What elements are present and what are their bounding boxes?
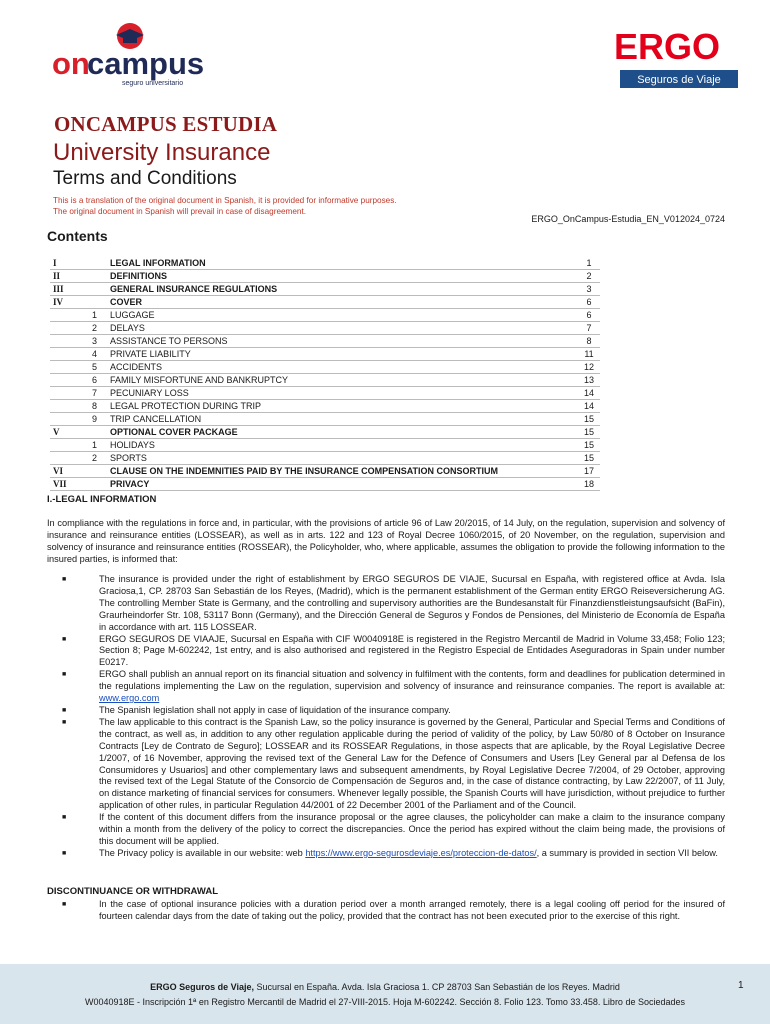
list-item <box>62 899 725 923</box>
toc-page-number: 12 <box>583 362 594 372</box>
toc-item-number: 9 <box>91 414 97 424</box>
list-item-text: If the content of this document differs from the insurance proposal or the agree clauses, the policyholder can make a claim to the insurance company within a month from the delivery of the policy to correct the discrepancies. Once the period has expired without the claim being made, the provisions of this document will be applied. <box>99 812 725 846</box>
legal-information-list <box>62 574 725 860</box>
toc-row[interactable] <box>50 413 600 426</box>
ergo-logo <box>612 26 742 90</box>
list-item-text: In the case of optional insurance policies with a duration period over a month arranged remotely, there is a legal cooling off period for the insured of fourteen calendar days from the date of taking out the policy, provided that the contract has not been executed prior to the exercise of this right. <box>99 899 725 921</box>
list-item <box>62 634 725 670</box>
list-item <box>62 705 725 717</box>
toc-label: CLAUSE ON THE INDEMNITIES PAID BY THE INSURANCE COMPENSATION CONSORTIUM <box>110 466 499 476</box>
toc-row[interactable] <box>50 439 600 452</box>
toc-page-number: 15 <box>583 414 594 424</box>
toc-item-number: 7 <box>91 388 97 398</box>
oncampus-brand-on: on <box>52 46 90 81</box>
toc-roman-numeral: IV <box>53 297 64 307</box>
toc-label: DEFINITIONS <box>110 271 168 281</box>
toc-page-number: 15 <box>583 440 594 450</box>
toc-label: OPTIONAL COVER PACKAGE <box>110 427 238 437</box>
toc-page-number: 15 <box>583 427 594 437</box>
toc-item-number: 1 <box>91 440 97 450</box>
discontinuance-list <box>62 899 725 923</box>
footer <box>0 964 770 1024</box>
table-of-contents <box>50 257 600 491</box>
product-title: University Insurance <box>53 139 271 166</box>
toc-roman-numeral: V <box>53 427 60 437</box>
toc-label: PECUNIARY LOSS <box>110 388 189 398</box>
toc-page-number: 3 <box>586 284 592 294</box>
document-reference: ERGO_OnCampus-Estudia_EN_V012024_0724 <box>531 214 725 224</box>
toc-page-number: 7 <box>586 323 592 333</box>
bullet-icon: ■ <box>62 706 67 714</box>
toc-item-number: 8 <box>91 401 97 411</box>
list-item-text: The law applicable to this contract is the Spanish Law, so the policy insurance is governed by the General, Particular and Special Terms and Conditions of the contract, as well as, in addition to any other regulation applicable during the period of validity of the policy, by Law 50/80 of 8 October on Insurance Contracts [Ley de Contrato de Seguro]; LOSSEAR and its ROSSEAR Regulations, in those aspects that are aplicable, by the Royal Legislative Decree 1/2007, of 16 November, approving the revised text of the General Law for the Defence of Consumers and Users [Ley General par al Defensa de los Consumidores y Usuarios] and other complementary laws and subsequent amendments, by Royal Legislative Decree 7/2004, of 29 October, approving the revised text of the Legal Statute of the Consorcio de Compensación de Seguros and, in the case of distance contracting, by Law 22/2007, of 11 July, on distance marketing of financial services for consumers. Whenever legally possible, the Spanish Courts will have jurisdiction, without prejudice to further application of other rules, in particular Regulation 44/2001 of 22 December 2001 of the Parliament and of the Council. <box>99 716 725 811</box>
ergo-tagline: Seguros de Viaje <box>637 74 721 86</box>
translation-note <box>53 196 397 217</box>
bullet-icon: ■ <box>62 901 67 908</box>
toc-row[interactable] <box>50 257 600 270</box>
list-item-text: The Spanish legislation shall not apply in case of liquidation of the insurance company. <box>99 704 451 715</box>
toc-label: LUGGAGE <box>110 310 155 320</box>
toc-label: HOLIDAYS <box>110 440 155 450</box>
ergo-brand: ERGO <box>614 26 721 67</box>
discontinuance-title: DISCONTINUANCE OR WITHDRAWAL <box>47 886 218 897</box>
toc-item-number: 2 <box>91 453 97 463</box>
privacy-policy-link[interactable]: https://www.ergo-segurosdeviaje.es/proteccion-de-datos/ <box>305 847 537 858</box>
list-item-text: The Privacy policy is available in our website: web <box>99 847 306 858</box>
footer-address <box>0 982 770 992</box>
list-item <box>62 812 725 848</box>
contents-title: Contents <box>47 228 108 244</box>
toc-page-number: 1 <box>586 258 592 268</box>
toc-row[interactable] <box>50 322 600 335</box>
footer-registration: W0040918E - Inscripción 1ª en Registro Mercantil de Madrid el 27-VIII-2015. Hoja M-602242. Sección 8. Folio 123. Tomo 33.458. Libro de Sociedades <box>84 997 685 1007</box>
toc-row[interactable] <box>50 400 600 413</box>
list-item-text: The insurance is provided under the right of establishment by ERGO SEGUROS DE VIAJE, Sucursal en España, with registered office at Avda. Isla Graciosa,1, CP. 28703 San Sebastián de los Reyes, (Madrid), which is the permanent establishment of the German entity ERGO Reiseversicherung AG. The controlling Member State is Germany, and the controlling and supervisory authorities are the Bundesanstalt für Finanzdienstleistungsaufsicht (BaFin), Graurheindorfer Str. 108, 53117 Bonn (Germany), and the Dirección General de Seguros y Fondos de Pensiones, del Ministerio de Economía de España in accordance with art. 115 LOSSEAR. <box>99 574 725 632</box>
list-item <box>62 574 725 634</box>
toc-label: COVER <box>110 297 143 307</box>
toc-item-number: 4 <box>91 349 97 359</box>
legal-information-intro: In compliance with the regulations in force and, in particular, with the provisions of article 96 of Law 20/2015, of 14 July, on the regulation, supervision and solvency of insurance and reinsurance entities (LOSSEAR), as well as in arts. 122 and 123 of Royal Decree 1060/2015, of 20 November, on the regulation, supervision and solvency of insurance and reinsurance entities (ROSSEAR), the Policyholder, who, where applicable, assumes the obligation to provide the following information to the insured parties, is informed that: <box>47 518 725 564</box>
toc-item-number: 6 <box>91 375 97 385</box>
toc-page-number: 15 <box>583 453 594 463</box>
toc-item-number: 2 <box>91 323 97 333</box>
toc-page-number: 8 <box>586 336 592 346</box>
toc-page-number: 14 <box>583 388 594 398</box>
toc-page-number: 11 <box>584 349 594 359</box>
toc-row[interactable] <box>50 478 600 491</box>
bullet-icon: ■ <box>62 671 67 679</box>
company-title: ONCAMPUS ESTUDIA <box>54 112 278 136</box>
legal-information-title: I.-LEGAL INFORMATION <box>47 494 157 505</box>
toc-row[interactable] <box>50 387 600 400</box>
toc-label: ACCIDENTS <box>110 362 163 372</box>
toc-roman-numeral: VII <box>53 479 67 489</box>
bullet-icon: ■ <box>62 814 67 822</box>
terms-title: Terms and Conditions <box>53 168 237 189</box>
list-item-text: ERGO shall publish an annual report on its financial situation and solvency in fulfilment with the contents, form and deadlines for publication determined in the regulations implementing the Law on the regulation, supervision and solvency of insurance and reinsurance companies. The report is available at: <box>99 669 725 692</box>
toc-roman-numeral: I <box>53 258 57 268</box>
toc-row[interactable] <box>50 309 600 322</box>
toc-item-number: 3 <box>91 336 97 346</box>
toc-page-number: 17 <box>583 466 594 476</box>
translation-note-line: This is a translation of the original document in Spanish, it is provided for informative purposes. <box>53 196 397 205</box>
toc-row[interactable] <box>50 296 600 309</box>
list-item-text: ERGO SEGUROS DE VIAAJE, Sucursal en España with CIF W0040918E is registered in the Registro Mercantil de Madrid in Volume 33,458; Folio 123; Section 8; Page M-602242, 1st entry, and is also authorised and registered in the Registro Especial de Entidades Aseguradoras in Spain under number E0217. <box>99 633 725 668</box>
toc-roman-numeral: VI <box>53 466 64 476</box>
bullet-icon: ■ <box>62 635 67 643</box>
toc-label: DELAYS <box>110 323 145 333</box>
list-item <box>62 848 725 860</box>
bullet-icon: ■ <box>62 718 67 726</box>
translation-note-line: The original document in Spanish will prevail in case of disagreement. <box>53 206 307 216</box>
toc-page-number: 6 <box>586 297 592 307</box>
toc-item-number: 1 <box>91 310 97 320</box>
list-item <box>62 717 725 812</box>
toc-label: GENERAL INSURANCE REGULATIONS <box>110 284 278 294</box>
page-number: 1 <box>738 980 744 991</box>
toc-label: ASSISTANCE TO PERSONS <box>110 336 228 346</box>
toc-row[interactable] <box>50 361 600 374</box>
toc-item-number: 5 <box>91 362 97 372</box>
toc-page-number: 2 <box>586 271 592 281</box>
bullet-icon: ■ <box>62 849 67 857</box>
toc-row[interactable] <box>50 426 600 439</box>
toc-roman-numeral: II <box>53 271 61 281</box>
oncampus-logo <box>50 18 206 90</box>
toc-page-number: 18 <box>583 479 594 489</box>
toc-page-number: 13 <box>583 375 594 385</box>
toc-row[interactable] <box>50 452 600 465</box>
toc-label: LEGAL PROTECTION DURING TRIP <box>110 401 262 411</box>
toc-row[interactable] <box>50 348 600 361</box>
oncampus-brand-campus: campus <box>87 46 205 81</box>
oncampus-tagline: seguro universitario <box>122 80 184 87</box>
toc-row[interactable] <box>50 270 600 283</box>
toc-row[interactable] <box>50 465 600 478</box>
toc-roman-numeral: III <box>53 284 64 294</box>
toc-label: TRIP CANCELLATION <box>110 414 202 424</box>
toc-row[interactable] <box>50 335 600 348</box>
toc-row[interactable] <box>50 374 600 387</box>
footer-address-text: Sucursal en España. Avda. Isla Graciosa 1. CP 28703 San Sebastián de los Reyes. Madrid <box>253 982 620 992</box>
toc-page-number: 14 <box>583 401 594 411</box>
footer-company: ERGO Seguros de Viaje, <box>150 982 254 992</box>
toc-label: LEGAL INFORMATION <box>110 258 206 268</box>
toc-label: SPORTS <box>110 453 147 463</box>
toc-label: PRIVACY <box>110 479 150 489</box>
list-item-text-tail: , a summary is provided in section VII below. <box>536 847 718 858</box>
list-item <box>62 669 725 705</box>
toc-label: PRIVATE LIABILITY <box>110 349 191 359</box>
bullet-icon: ■ <box>62 576 67 583</box>
ergo-website-link[interactable]: www.ergo.com <box>99 693 160 704</box>
toc-row[interactable] <box>50 283 600 296</box>
toc-label: FAMILY MISFORTUNE AND BANKRUPTCY <box>110 375 289 385</box>
toc-page-number: 6 <box>586 310 592 320</box>
